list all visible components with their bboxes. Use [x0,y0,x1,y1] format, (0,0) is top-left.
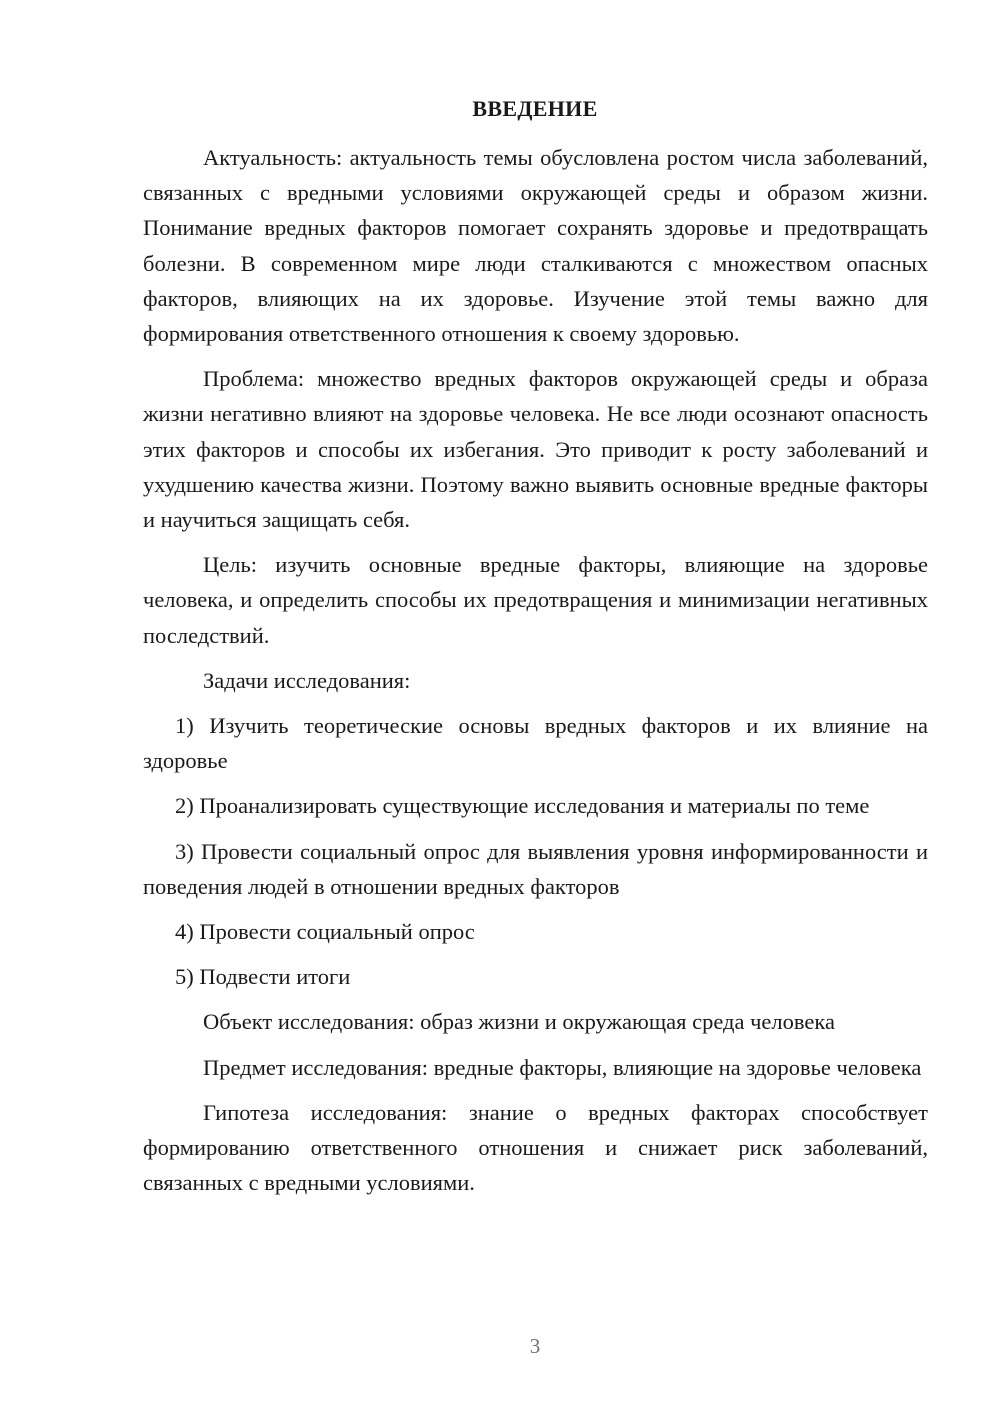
task-item-3: 3) Провести социальный опрос для выявления уровня информированности и поведения людей в отношении вредных факторов [143,838,928,899]
task-item-2: 2) Проанализировать существующие исследования и материалы по теме [175,793,870,819]
paragraph-goal: Цель: изучить основные вредные факторы, влияющие на здоровье человека, и определить способы их предотвращения и минимизации негативных последствий. [143,552,928,648]
tasks-title: Задачи исследования: [203,667,411,693]
document-body [143,140,928,1200]
paragraph-subject: Предмет исследования: вредные факторы, влияющие на здоровье человека [203,1054,922,1080]
task-item-1: 1) Изучить теоретические основы вредных факторов и их влияние на здоровье [143,713,928,774]
paragraph-problem: Проблема: множество вредных факторов окружающей среды и образа жизни негативно влияют на здоровье человека. Не все люди осознают опасность этих факторов и способы их избегания. Это приводит к росту заболеваний и ухудшению качества жизни. Поэтому важно выявить основные вредные факторы и научиться защищать себя. [143,366,928,533]
paragraph-hypothesis: Гипотеза исследования: знание о вредных факторах способствует формированию ответственного отношения и снижает риск заболеваний, связанных с вредными условиями. [143,1099,928,1196]
page-number: 3 [529,1334,541,1358]
task-item-4: 4) Провести социальный опрос [175,919,475,945]
paragraph-object: Объект исследования: образ жизни и окружающая среда человека [203,1009,835,1035]
task-item-5: 5) Подвести итоги [175,964,351,990]
paragraph-relevance: Актуальность: актуальность темы обусловлена ростом числа заболеваний, связанных с вредными условиями окружающей среды и образом жизни. Понимание вредных факторов помогает сохранять здоровье и предотвращать болезни. В современном мире люди сталкиваются с множеством опасных факторов, влияющих на их здоровье. Изучение этой темы важно для формирования ответственного отношения к своему здоровью. [143,145,928,347]
page-heading: ВВЕДЕНИЕ [472,96,598,121]
